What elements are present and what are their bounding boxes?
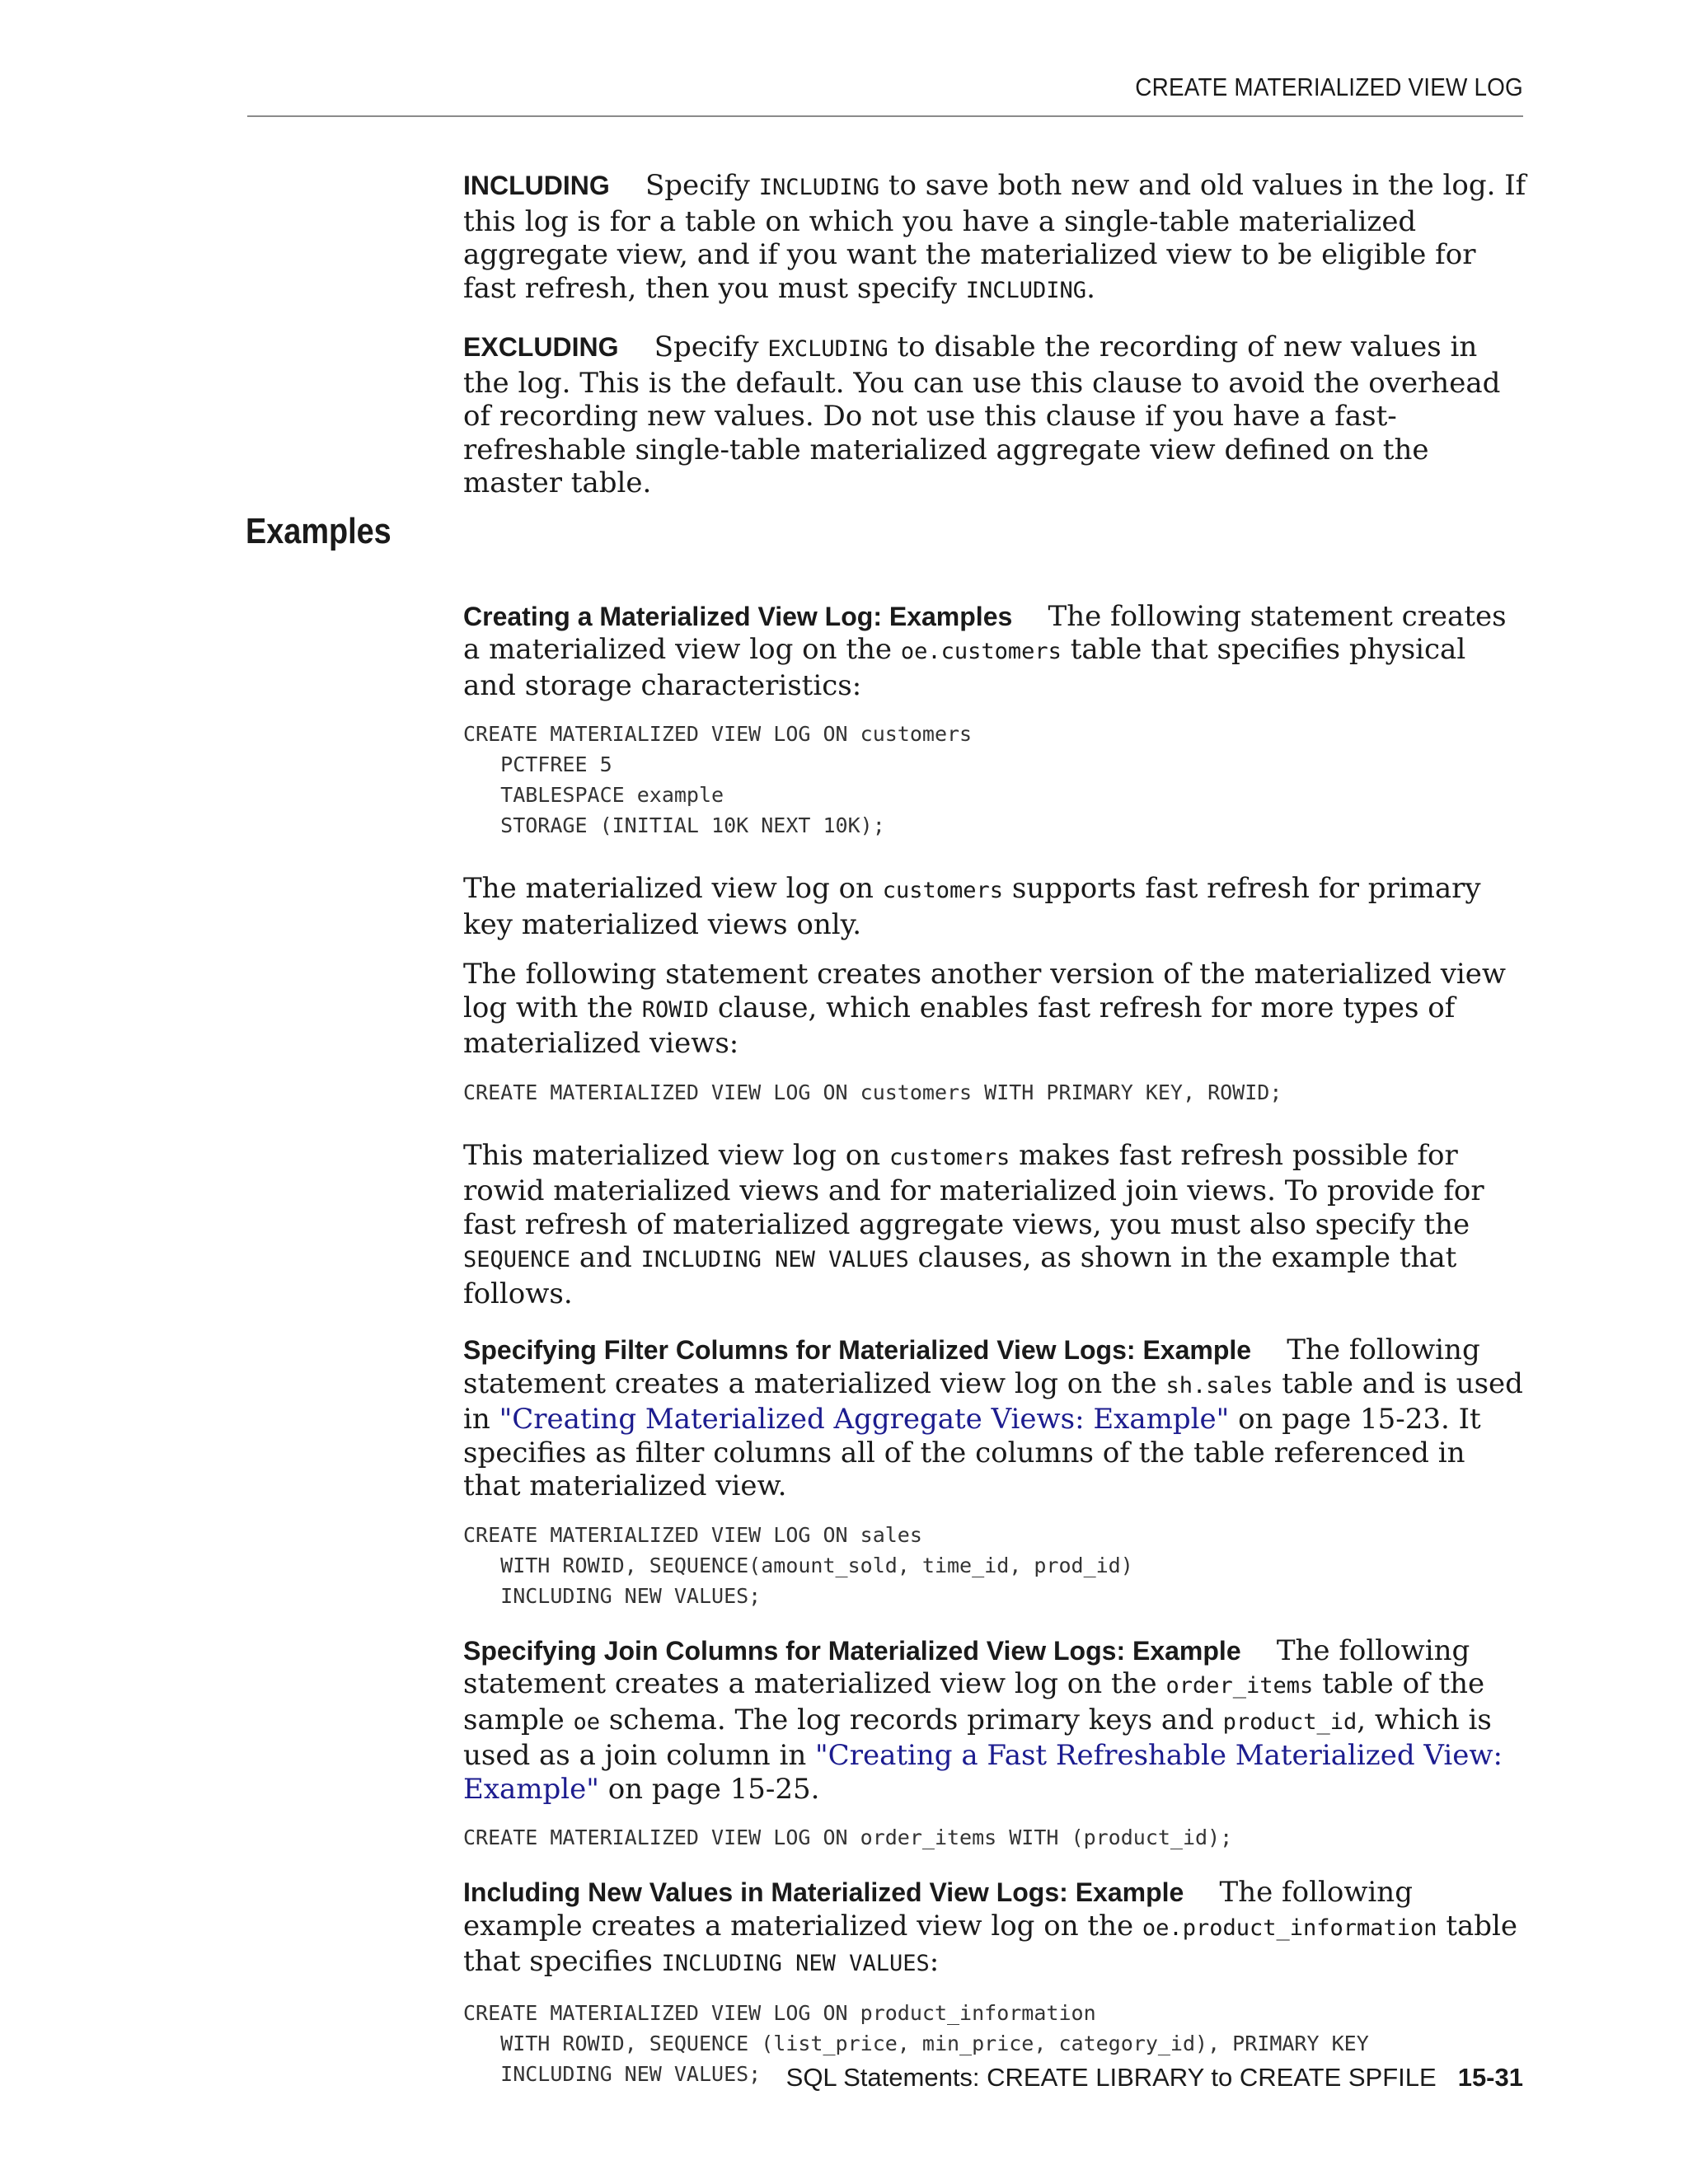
example2-paragraph: Specifying Filter Columns for Materialized View Logs: Example The following statement creates a materialized view log on the sh.sales table and is used in "Creating Materialized Aggregate Views: Example" on page 15-23. It specifies as filter columns all of the columns of the table referenced in that materialized view. [463, 1333, 1523, 1502]
section-title: Examples [246, 511, 392, 551]
including-term: INCLUDING [463, 171, 610, 200]
header-rule [247, 115, 1523, 117]
body-paragraph: This materialized view log on customers makes fast refresh possible for rowid materialized views and for materialized join views. To provide for fast refresh of materialized aggregate views, you must also specify the SEQUENCE and INCLUDING NEW VALUES clauses, as shown in the example that follows. [463, 1138, 1484, 1310]
cross-reference-link[interactable]: "Creating Materialized Aggregate Views: Example" [499, 1403, 1230, 1436]
example1-heading: Creating a Materialized View Log: Examples [463, 601, 1013, 631]
page-number: 15-31 [1457, 2063, 1523, 2092]
code-block: CREATE MATERIALIZED VIEW LOG ON product_information WITH ROWID, SEQUENCE (list_price, min_price, category_id), PRIMARY KEY INCLUDING NEW VALUES; [463, 2000, 1369, 2086]
cross-reference-link[interactable]: "Creating a Fast Refreshable Materialized View: Example" [463, 1739, 1503, 1806]
body-paragraph: The materialized view log on customers supports fast refresh for primary key materialized views only. [463, 872, 1481, 941]
example3-heading: Specifying Join Columns for Materialized View Logs: Example [463, 1635, 1241, 1666]
excluding-term: EXCLUDING [463, 332, 619, 362]
code-block: CREATE MATERIALIZED VIEW LOG ON customers PCTFREE 5 TABLESPACE example STORAGE (INITIAL 10K NEXT 10K); [463, 722, 973, 837]
code-block: CREATE MATERIALIZED VIEW LOG ON order_items WITH (product_id); [463, 1825, 1233, 1849]
excluding-paragraph: EXCLUDING Specify EXCLUDING to disable the recording of new values in the log. This is the default. You can use this clause to avoid the overhead of recording new values. Do not use this clause if you have a fast-refreshable single-table materialized aggregate view defined on the master table. [463, 330, 1501, 499]
page-footer [786, 2063, 1523, 2093]
code-block: CREATE MATERIALIZED VIEW LOG ON customers WITH PRIMARY KEY, ROWID; [463, 1080, 1282, 1104]
body-paragraph: The following statement creates another version of the materialized view log with the ROWID clause, which enables fast refresh for more types of materialized views: [463, 958, 1507, 1060]
example2-heading: Specifying Filter Columns for Materialized View Logs: Example [463, 1335, 1252, 1365]
example1-paragraph: Creating a Materialized View Log: Examples The following statement creates a materialized view log on the oe.customers table that specifies physical and storage characteristics: [463, 599, 1507, 702]
main-content [463, 169, 1526, 2089]
code-block: CREATE MATERIALIZED VIEW LOG ON sales WITH ROWID, SEQUENCE(amount_sold, time_id, prod_id) INCLUDING NEW VALUES; [463, 1522, 1133, 1608]
footer-title: SQL Statements: CREATE LIBRARY to CREATE SPFILE [785, 2063, 1437, 2092]
example4-heading: Including New Values in Materialized View Logs: Example [463, 1877, 1184, 1907]
including-paragraph: INCLUDING Specify INCLUDING to save both new and old values in the log. If this log is for a table on which you have a single-table materialized aggregate view, and if you want the materialized view to be eligible for fast refresh, then you must specify INCLUDING. [463, 169, 1526, 305]
example3-paragraph: Specifying Join Columns for Materialized View Logs: Example The following statement creates a materialized view log on the order_items table of the sample oe schema. The log records primary keys and product_id, which is used as a join column in "Creating a Fast Refreshable Materialized View: Example" on page 15-25. [463, 1633, 1503, 1806]
running-header: CREATE MATERIALIZED VIEW LOG [1135, 73, 1523, 101]
example4-paragraph: Including New Values in Materialized View Logs: Example The following example creates a materialized view log on the oe.product_information table that specifies INCLUDING NEW VALUES: [463, 1876, 1518, 1978]
